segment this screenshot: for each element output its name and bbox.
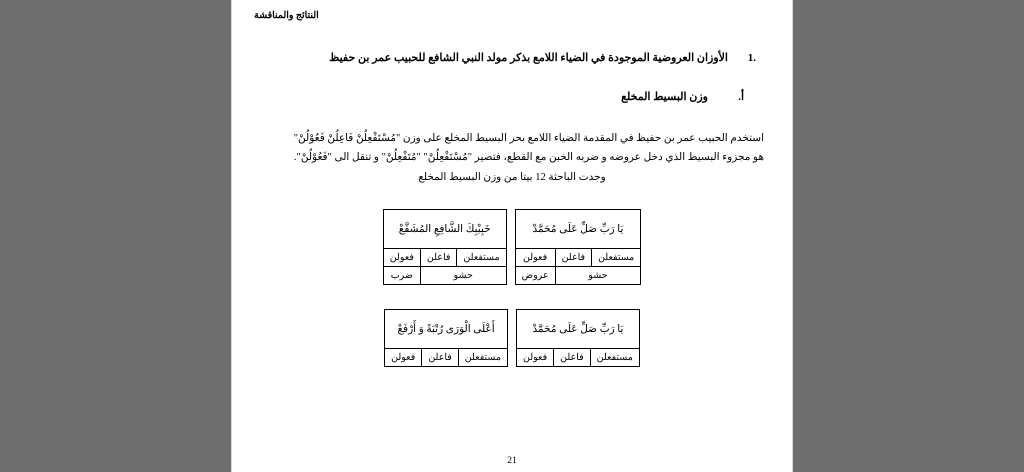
numbered-heading [254,51,770,64]
foot-cell: فعولن [383,249,420,267]
body-paragraph [254,129,770,187]
position-cell: حشو [420,267,506,285]
scansion-table-1 [383,209,642,285]
verse-cell-right: يَا رَبِّ صَلِّ عَلَى مُحَمَّدْ [515,210,641,249]
foot-cell: مستفعلن [457,249,506,267]
foot-cell: فاعلن [422,349,458,367]
foot-cell: مستفعلن [592,249,641,267]
verse-cell-left: خَبِيْبِكَ الشَّافِعِ المُشَفَّعْ [383,210,506,249]
paragraph-line: هو مجزوء البسيط الذي دخل عروضه و ضربه الخبن مع القطع، فتصير "مُسْتَفْعِلُنْ" "مُتَفْعِلُنْ" و تنقل الى "فَعُوْلُنْ". [293,152,764,164]
scansion-table-2 [384,309,640,367]
scansion-table-2-wrapper [254,309,770,367]
foot-cell: مستفعلن [590,349,639,367]
foot-cell: فعولن [515,249,555,267]
position-cell: ضرب [383,267,420,285]
verse-cell-left: أَعْلَى الْوَرَى رُتْبَةً وَ أَرْفَعْ [385,310,508,349]
page-number: 21 [507,456,517,466]
numbered-heading-text: الأوزان العروضية الموجودة في الضياء اللامع بذكر مولد النبي الشافع للحبيب عمر بن حفيظ [329,52,728,64]
foot-cell: فاعلن [554,349,590,367]
page-header: النتائج والمناقشة [254,11,319,21]
position-cell: عروض [515,267,555,285]
sub-heading-marker: أ. [738,91,744,103]
table-row [385,310,640,349]
verse-cell-right: يَا رَبِّ صَلِّ عَلَى مُحَمَّدْ [517,310,640,349]
paragraph-line: وجدت الباحثة 12 بيتا من وزن البسيط المخلع [418,171,606,183]
table-row [383,210,641,249]
sub-heading [254,90,770,103]
paragraph-line: استخدم الحبيب عمر بن حفيظ في المقدمة الضياء اللامع بحر البسيط المخلع على وزن "مُسْتَفْعِلُنْ فَاعِلُنْ فَعُوْلُنْ" [293,133,764,144]
table-gap [506,210,515,285]
document-page [232,0,792,472]
foot-cell: فعولن [517,349,554,367]
sub-heading-text: وزن البسيط المخلع [621,91,708,103]
foot-cell: فعولن [385,349,422,367]
position-cell: حشو [555,267,641,285]
table-gap [508,310,517,367]
numbered-heading-marker: .1 [747,52,756,64]
foot-cell: فاعلن [555,249,591,267]
foot-cell: مستفعلن [458,349,507,367]
scansion-table-1-wrapper [254,209,770,285]
foot-cell: فاعلن [420,249,456,267]
